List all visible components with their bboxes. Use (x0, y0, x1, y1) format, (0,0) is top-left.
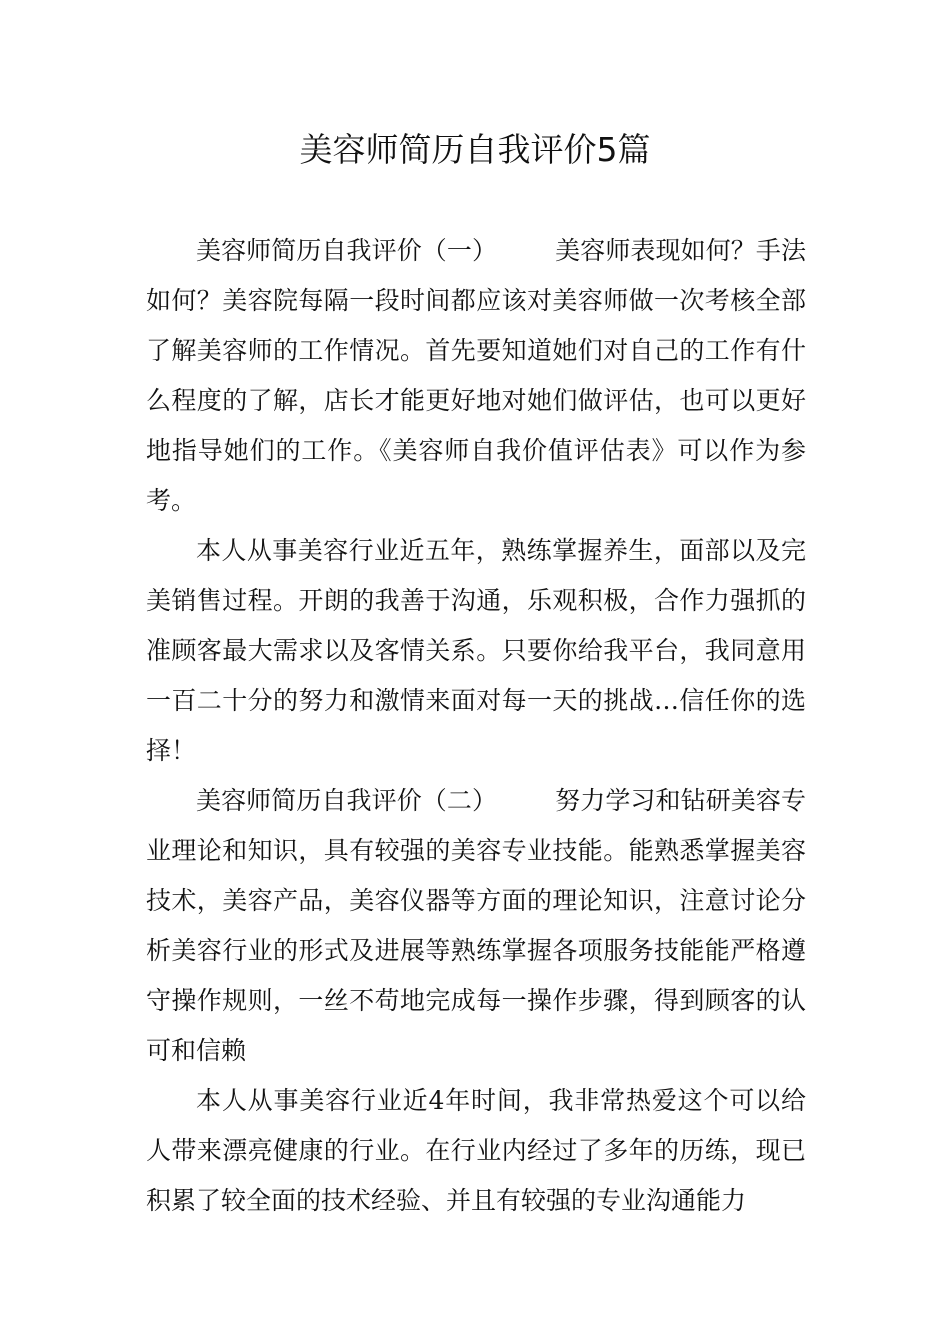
paragraph-3-text: 努力学习和钻研美容专业理论和知识，具有较强的美容专业技能。能熟悉掌握美容技术，美容产品，美容仪器等方面的理论知识，注意讨论分析美容行业的形式及进展等熟练掌握各项服务技能能严格遵守操作规则，一丝不苟地完成每一操作步骤，得到顾客的认可和信赖 (146, 786, 806, 1065)
document-body (146, 226, 806, 1226)
paragraph-1 (146, 226, 806, 526)
paragraph-4-text: 本人从事美容行业近4年时间，我非常热爱这个可以给人带来漂亮健康的行业。在行业内经过了多年的历练，现已积累了较全面的技术经验、并且有较强的专业沟通能力 (146, 1086, 806, 1215)
paragraph-2-text: 本人从事美容行业近五年，熟练掌握养生，面部以及完美销售过程。开朗的我善于沟通，乐观积极，合作力强抓的准顾客最大需求以及客情关系。只要你给我平台，我同意用一百二十分的努力和激情来面对每一天的挑战…信任你的选择！ (146, 536, 806, 765)
paragraph-3 (146, 776, 806, 1076)
document-title: 美容师简历自我评价5篇 (299, 130, 651, 169)
paragraph-2 (146, 526, 806, 776)
paragraph-4 (146, 1076, 806, 1226)
paragraph-3-heading: 美容师简历自我评价（二） (196, 786, 498, 815)
paragraph-1-text: 美容师表现如何？手法如何？美容院每隔一段时间都应该对美容师做一次考核全部了解美容师的工作情况。首先要知道她们对自己的工作有什么程度的了解，店长才能更好地对她们做评估，也可以更好地指导她们的工作。《美容师自我价值评估表》可以作为参考。 (146, 236, 806, 515)
paragraph-1-heading: 美容师简历自我评价（一） (196, 236, 498, 265)
